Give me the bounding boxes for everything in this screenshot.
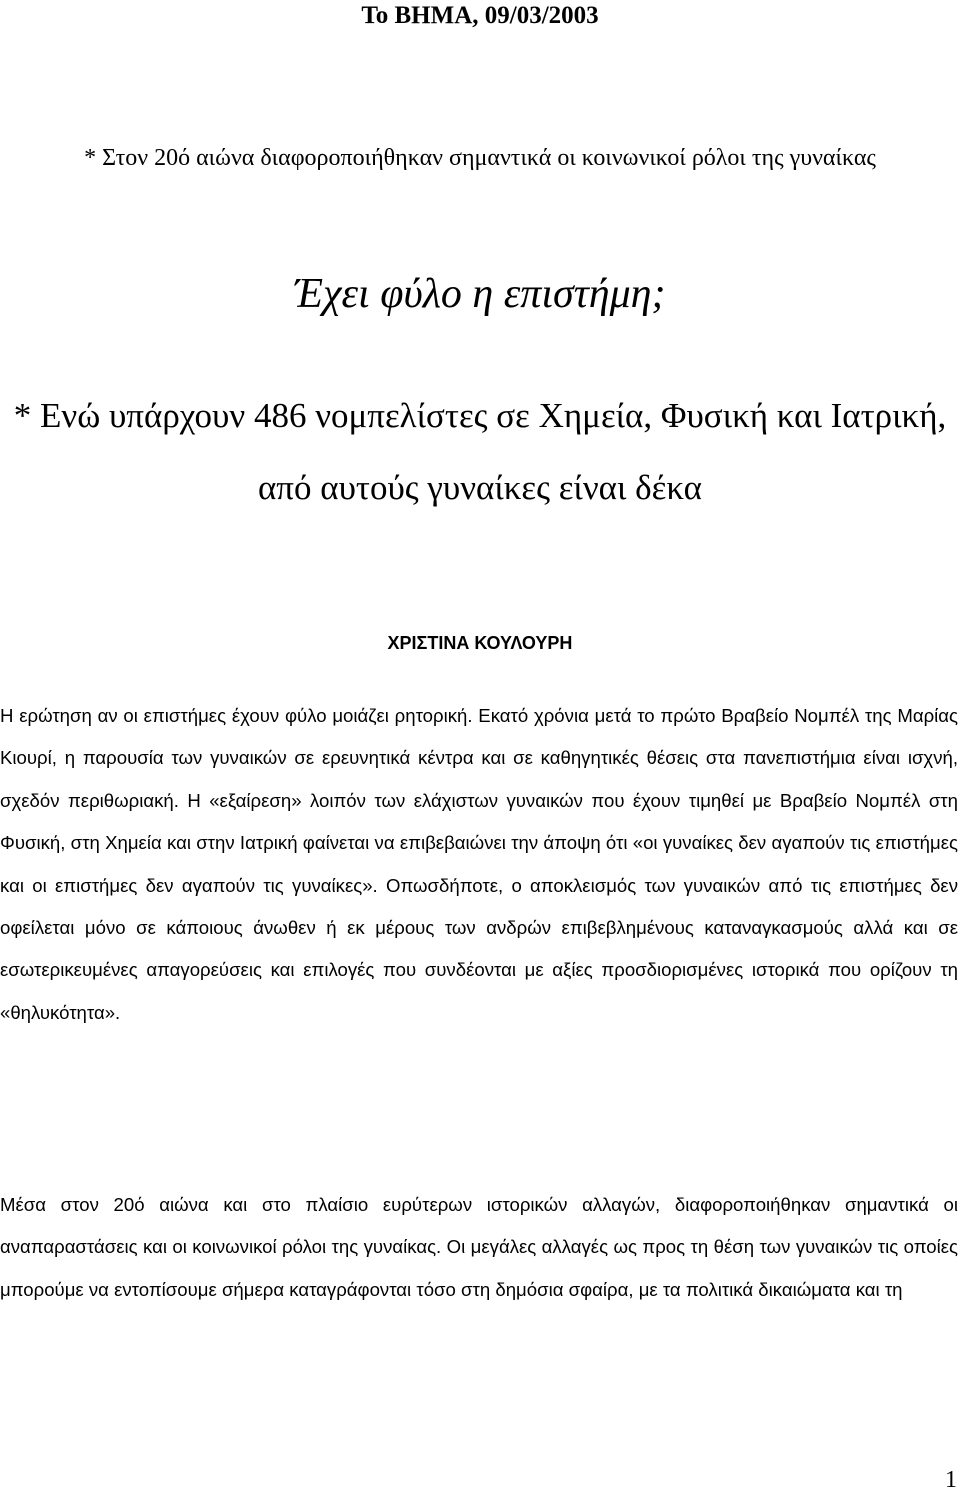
article-kicker: * Στον 20ό αιώνα διαφοροποιήθηκαν σημαντικά οι κοινωνικοί ρόλοι της γυναίκας [84, 145, 876, 171]
article-paragraph-2: Μέσα στον 20ό αιώνα και στο πλαίσιο ευρύτερων ιστορικών αλλαγών, διαφοροποιήθηκαν σημαντικά οι αναπαραστάσεις και οι κοινωνικοί ρόλοι της γυναίκας. Οι μεγάλες αλλαγές ως προς τη θέση των γυναικών τις οποίες μπορούμε να εντοπίσουμε σήμερα καταγράφονται τόσο στη δημόσια σφαίρα, με τα πολιτικά δικαιώματα και τη [0, 1194, 958, 1300]
page-number: 1 [945, 1467, 957, 1493]
article-paragraph-1: Η ερώτηση αν οι επιστήμες έχουν φύλο μοιάζει ρητορική. Εκατό χρόνια μετά το πρώτο Βραβείο Νομπέλ της Μαρίας Κιουρί, η παρουσία των γυναικών σε ερευνητικά κέντρα και σε καθηγητικές θέσεις στα πανεπιστήμια είναι ισχνή, σχεδόν περιθωριακή. Η «εξαίρεση» λοιπόν των ελάχιστων γυναικών που έχουν τιμηθεί με Βραβείο Νομπέλ στη Φυσική, στη Χημεία και στην Ιατρική φαίνεται να επιβεβαιώνει την άποψη ότι «οι γυναίκες δεν αγαπούν τις επιστήμες και οι επιστήμες δεν αγαπούν τις γυναίκες». Οπωσδήποτε, ο αποκλεισμός των γυναικών από τις επιστήμες δεν οφείλεται μόνο σε κάποιους άνωθεν ή εκ μέρους των ανδρών επιβεβλημένους καταναγκασμούς αλλά και σε εσωτερικευμένες απαγορεύσεις και επιλογές που συνδέονται με αξίες προσδιορισμένες ιστορικά που ορίζουν τη «θηλυκότητα». [0, 705, 958, 1023]
article-headline: Έχει φύλο η επιστήμη; [294, 271, 666, 317]
article-author: ΧΡΙΣΤΙΝΑ ΚΟΥΛΟΥΡΗ [387, 633, 573, 653]
article-subheadline: * Ενώ υπάρχουν 486 νομπελίστες σε Χημεία, Φυσική και Ιατρική, από αυτούς γυναίκες είναι δέκα [13, 396, 947, 507]
newspaper-source-date: Το ΒΗΜΑ, 09/03/2003 [361, 2, 599, 29]
